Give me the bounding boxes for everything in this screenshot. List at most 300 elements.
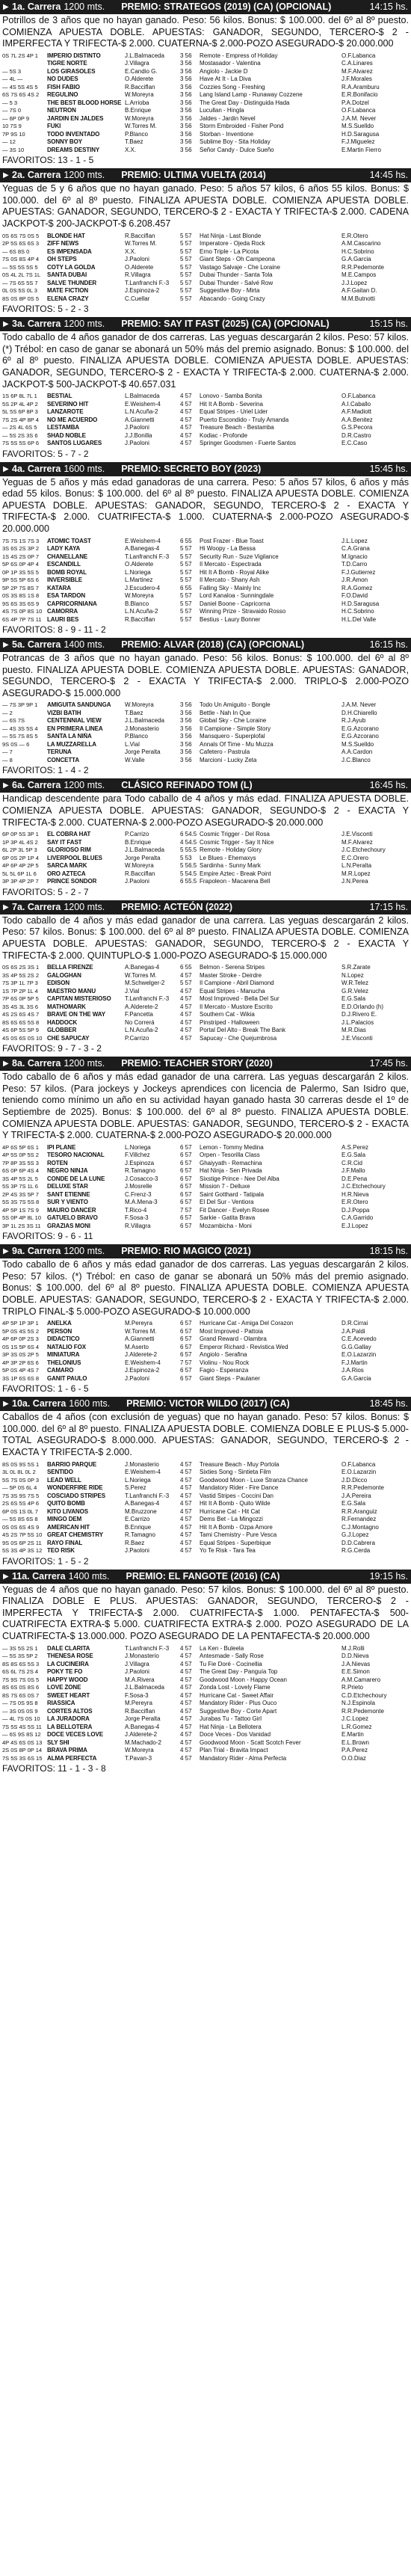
entry-name: ZIFF NEWS: [47, 240, 79, 248]
entry-pedigree: Frapoleon - Macarena Bell: [200, 878, 271, 885]
entry-name: CAMORRA: [47, 608, 78, 615]
entry-trainer: R.A.Aramburu: [342, 83, 380, 90]
entry-trainer: A.M.Camarero: [342, 1676, 381, 1683]
entry-name: LOS GIRASOLES: [47, 67, 96, 75]
entry-row: [2, 995, 409, 1003]
entry-row: [2, 577, 409, 585]
entry-name: SWEET HEART: [47, 1691, 90, 1699]
entry-weight: 3 56: [180, 67, 192, 75]
entry-row: [2, 870, 409, 879]
entry-name: NEUTRON: [47, 107, 76, 114]
entry-jockey: P.Blanco: [125, 733, 148, 740]
entry-jockey: M.Pereyra: [125, 1320, 152, 1327]
entry-pedigree: Cozzies Song - Freshing: [200, 83, 265, 90]
entry-record: 0P 1P 3S 5S 5: [2, 568, 39, 576]
entry-pedigree: Winning Prize - Stravaido Rosso: [200, 608, 286, 615]
entry-weight: 4 57: [180, 995, 192, 1003]
entry-name: GANIT PAULO: [47, 1374, 87, 1382]
race-conditions: Caballos de 4 años (con exclusión de yeguas) que no hayan ganado. Peso: 57 kilos. Bonus: $ 100.000. del 6º al 8º puesto. FINALIZA APUESTA DOBLE. COMIENZA DOBLE E PLUS-$ 5.000-TOTAL ASEGURADO-$ 8.000.000. APUESTAS: GANADOR, SEGUNDO, TERCERO-$ 2 - EXACTA Y TRIFECTA-$ 2.000.: [2, 1412, 409, 1457]
entry-jockey: T.Baez: [125, 138, 143, 146]
entry-row: [2, 424, 409, 432]
entry-weight: 6 57: [180, 1152, 192, 1159]
entry-jockey: J.Cosacco-3: [125, 1175, 158, 1182]
entry-row: [2, 1684, 409, 1692]
entry-weight: 5 57: [180, 295, 192, 302]
entry-pedigree: Dubai Thunder - Santa Tola: [200, 271, 273, 279]
entry-trainer: G.A.Garcia: [342, 1374, 371, 1382]
race-distance: 1200 mts.: [64, 319, 105, 330]
entry-pedigree: Hurricane Cat - Hit Cat: [200, 1507, 260, 1515]
entry-name: NEGRO NINJA: [47, 1167, 88, 1175]
entry-row: [2, 115, 409, 123]
entry-weight: 6 57: [180, 1214, 192, 1222]
entry-row: [2, 733, 409, 741]
entry-trainer: F.J.Miguelez: [342, 138, 375, 146]
entry-name: SANTA DUBAI: [47, 271, 87, 279]
entry-jockey: T.Pavan-3: [125, 1754, 152, 1762]
entry-name: HADDOCK: [47, 1018, 78, 1026]
entries-table: [0, 964, 411, 1042]
entry-record: 4S 0S 6S 0S 10: [2, 1034, 43, 1042]
entry-trainer: P.A.Perez: [342, 1747, 368, 1753]
entry-row: [2, 107, 409, 115]
entry-pedigree: Hat Ninja - La Bellotera: [200, 1723, 262, 1730]
entry-record: 3P 1L 2S 3S 11: [2, 1222, 41, 1229]
entry-weight: 3 56: [180, 114, 192, 122]
entry-row: [2, 1223, 409, 1231]
entry-name: SANTA LA NIÑA: [47, 733, 92, 740]
entry-row: [2, 608, 409, 616]
entry-trainer: M.F.Alvarez: [342, 838, 373, 846]
race-distance: 1200 mts.: [64, 1246, 105, 1257]
entry-weight: 5 57: [180, 287, 192, 295]
entry-name: CHE SAPUCAY: [47, 1034, 90, 1042]
entry-record: 7P 8P 3S 5S 3: [2, 1159, 39, 1166]
entry-weight: 4 57: [180, 1715, 192, 1722]
entry-record: 3S 6S 2S 3P 2: [2, 545, 40, 553]
entry-jockey: M.A.Mena-3: [125, 1199, 158, 1206]
entry-weight: 4 57: [180, 1460, 192, 1468]
entry-row: [2, 123, 409, 131]
entry-pedigree: Emperor Richard - Revistica Wed: [200, 1343, 288, 1350]
entry-jockey: T.Lanfranchi F.-3: [125, 1644, 170, 1652]
entry-trainer: E.G.Azcorano: [342, 725, 379, 732]
entry-row: [2, 600, 409, 609]
entry-trainer: J.C.Blanco: [342, 756, 371, 763]
entry-trainer: F.O.David: [342, 592, 368, 600]
entry-name: MINIATURA: [47, 1351, 80, 1359]
entry-trainer: H.C.Sobrino: [342, 248, 374, 255]
entry-jockey: F.Sosa-3: [125, 1214, 149, 1222]
entry-pedigree: Equal Stripes - Superbique: [200, 1539, 271, 1546]
entries-table: [0, 52, 411, 155]
entry-pedigree: Sublime Boy - Sita Holiday: [200, 138, 271, 146]
entry-row: [2, 1027, 409, 1035]
entry-weight: 3 56: [180, 733, 192, 740]
entry-row: [2, 1484, 409, 1493]
entry-jockey: R.Bacciflan: [125, 870, 155, 877]
entry-pedigree: Il Mercato - Mustore Escrito: [200, 1003, 273, 1010]
entry-record: 0L 0S 5S 0L 3: [2, 287, 37, 295]
entry-weight: 4 57: [180, 1653, 192, 1659]
race-header: [0, 317, 411, 331]
entry-trainer: J.N.Perea: [342, 878, 368, 885]
arrow-icon: ▶: [3, 3, 9, 11]
entry-row: [2, 138, 409, 147]
entry-jockey: A.Giannetti: [125, 416, 155, 423]
entry-jockey: M.Schwelger-2: [125, 980, 165, 987]
entry-row: [2, 1167, 409, 1175]
entry-pedigree: Most Improved - Pattoia: [200, 1327, 263, 1335]
entry-pedigree: Antesmade - Sally Rose: [200, 1653, 264, 1659]
entry-row: [2, 1152, 409, 1160]
race-distance: 1200 mts.: [64, 170, 105, 181]
entry-name: CHANELLANE: [47, 553, 88, 560]
entry-trainer: A.F.Madiott: [342, 408, 372, 416]
entry-name: SHAD NOBLE: [47, 431, 86, 439]
entry-name: NATALIO FOX: [47, 1343, 86, 1350]
entry-trainer: J.J.Lopez: [342, 279, 368, 286]
entry-record: — 7S 0: [2, 107, 22, 114]
race-time: 15:45 hs.: [369, 463, 408, 474]
entry-name: KATARA: [47, 584, 71, 591]
entry-record: 5S 2P 4L 4P 2: [2, 400, 38, 408]
entry-record: — 5S 7S 8S 5: [2, 733, 38, 740]
entry-trainer: M.R.Lopez: [342, 870, 371, 877]
entry-record: — 6S 9S 8S 12: [2, 1731, 41, 1738]
entry-trainer: F.J.Gutierrez: [342, 568, 376, 576]
entries-table: [0, 233, 411, 304]
entry-jockey: A.Alderete-2: [125, 1003, 158, 1010]
entry-weight: 5 57: [180, 279, 192, 286]
entry-weight: 5 57: [180, 240, 192, 248]
entry-name: CENTENNIAL VIEW: [47, 717, 102, 725]
entry-row: [2, 1493, 409, 1501]
entry-jockey: R.Bacciflan: [125, 232, 155, 239]
entry-name: LOVE ZONE: [47, 1684, 81, 1691]
entry-jockey: J.Escudero-4: [125, 584, 161, 591]
entry-pedigree: Tami Chemistry - Pure Vesca: [200, 1531, 277, 1539]
entry-weight: 5 57: [180, 615, 192, 623]
entry-row: [2, 980, 409, 988]
entry-name: TIGRE NORTE: [47, 60, 87, 67]
race-conditions: Todo caballo de 6 años y más edad ganador de una carrera. Las yeguas descargarán 2 kilos. Peso: 57 kilos. (Para jockeys y Jockeys aprendices con licencia de Palermo, San Isidro que, teniendo como mínimo un año en su actividad hayan ganado hasta 30 carreras desde el 1º de Septiembre de 2025). Bonus: $ 100.000. del 6º al 8º puesto. FINALIZA APUESTA DOBLE. COMIENZA APUESTA DOBLE. APUESTAS: GANADOR, SEGUNDO, TERCERO-$ 2 - EXACTA Y TRIFECTA-$ 2.000. CUATERNA-$ 2.000-POZO ASEGURADO-$ 20.000.000: [2, 1072, 409, 1141]
entry-jockey: S.Perez: [125, 1484, 146, 1492]
entry-jockey: Jorge Peralta: [125, 748, 161, 756]
entry-weight: 4 57: [180, 1747, 192, 1753]
entry-row: [2, 271, 409, 280]
race-section: [0, 1570, 411, 1777]
entry-name: NO ME ACUERDO: [47, 416, 98, 423]
entry-weight: 6 57: [180, 1222, 192, 1229]
entry-weight: 4 57: [180, 1731, 192, 1738]
entry-jockey: M.A.Rivera: [125, 1676, 155, 1683]
entry-trainer: D.R.Castro: [342, 431, 371, 439]
entry-pedigree: Belmon - Serena Stripes: [200, 964, 265, 971]
race-distance: 1200 mts.: [64, 901, 105, 912]
entry-trainer: D.J.Rivero E.: [342, 1011, 377, 1018]
entry-trainer: A.M.Cascarino: [342, 240, 381, 248]
race-number: 8a. Carrera: [12, 1058, 61, 1069]
entry-trainer: R.Prieto: [342, 1684, 363, 1691]
entry-weight: 6 57: [180, 1167, 192, 1175]
entry-trainer: J.R.Amon: [342, 577, 368, 584]
entry-weight: 6 57: [180, 1367, 192, 1374]
entry-jockey: J.L.Balmaceda: [125, 846, 164, 854]
entry-jockey: E.Weishem-4: [125, 1469, 161, 1476]
entry-record: — 8: [2, 756, 13, 763]
entry-row: [2, 1160, 409, 1168]
entry-pedigree: Le Blues - Ehemaxys: [200, 854, 256, 861]
arrow-icon: ▶: [3, 641, 9, 650]
entry-jockey: E.Weishem-4: [125, 1359, 161, 1366]
entry-record: 5L 5S 6P 8P 3: [2, 408, 38, 416]
entry-weight: 3 56: [180, 725, 192, 732]
entry-jockey: J.Monasterio: [125, 725, 159, 732]
entry-row: [2, 147, 409, 155]
entry-name: MATHOMARK: [47, 1003, 86, 1010]
entry-jockey: E.Weishem-4: [125, 537, 161, 544]
entry-name: EN PRIMERA LINEA: [47, 725, 103, 732]
entry-trainer: J.A.Pereira: [342, 1492, 371, 1499]
entry-pedigree: Il Mercato - Espectrada: [200, 561, 262, 568]
entry-pedigree: Il Campione - Simple Story: [200, 725, 271, 732]
entry-name: THENESA ROSE: [47, 1653, 93, 1659]
entry-row: [2, 741, 409, 749]
entry-weight: 6 57: [180, 1320, 192, 1327]
entry-jockey: R.Villagra: [125, 271, 151, 279]
entry-jockey: R.Tamagno: [125, 1167, 155, 1175]
entry-trainer: A.I.Caballo: [342, 400, 371, 408]
entry-weight: 4 57: [180, 987, 192, 995]
entry-name: LAURI BES: [47, 615, 79, 623]
entry-record: — 3S 0S 0S 9: [2, 1707, 38, 1715]
entry-name: POKY TE FO: [47, 1668, 83, 1675]
entry-weight: 4 57: [180, 1492, 192, 1499]
race-distance: 1400 mts.: [68, 1570, 110, 1581]
entry-record: 0S 6S 2S 3S 1: [2, 964, 40, 971]
entry-weight: 4 57: [180, 1011, 192, 1018]
entry-name: MATE FICTION: [47, 287, 89, 295]
race-header: [0, 1244, 411, 1258]
entry-trainer: E.G.Azcorano: [342, 733, 379, 740]
entry-jockey: J.Mosrelle: [125, 1183, 152, 1190]
entry-name: OH STEPS: [47, 256, 77, 263]
entry-trainer: J.D.Dicco: [342, 1476, 368, 1484]
entry-trainer: E.G.Sala: [342, 1500, 366, 1507]
entry-jockey: A.Banegas-4: [125, 1723, 160, 1730]
entry-weight: 6 57: [180, 1335, 192, 1343]
entry-record: 9S 0S 6P 2S 11: [2, 1539, 42, 1546]
entry-row: [2, 1747, 409, 1755]
entry-pedigree: Lucullan - Hingla: [200, 107, 244, 114]
entry-name: LA JURADORA: [47, 1715, 90, 1722]
entry-name: TESORO NACIONAL: [47, 1152, 105, 1159]
entry-jockey: Jorge Peralta: [125, 1715, 161, 1722]
entry-record: 4P 6S 5P 6S 1: [2, 1143, 39, 1151]
entry-weight: 4 57: [180, 1507, 192, 1515]
entry-trainer: P.A.Dotzel: [342, 99, 369, 106]
entry-row: [2, 569, 409, 577]
entry-name: MAESTRO MANU: [47, 987, 96, 995]
entry-jockey: C.Frenz-3: [125, 1190, 152, 1198]
race-conditions: Potrillos de 3 años que no hayan ganado. Peso: 56 kilos. Bonus: $ 100.000. del 6º al 8º puesto. COMIENZA APUESTA DOBLE. APUESTAS: GANADOR, SEGUNDO, TERCERO-$ 2 - IMPERFECTA Y TRIFECTA-$ 2.000. CUATERNA-$ 2.000-POZO ASEGURADO-$ 20.000.000: [2, 15, 409, 49]
entry-record: 4S 7S 0P 8S 10: [2, 608, 43, 615]
entry-trainer: R.J.Ayub: [342, 717, 366, 725]
entry-row: [2, 131, 409, 139]
entry-row: [2, 432, 409, 440]
entry-jockey: L.N.Acuña-2: [125, 408, 158, 416]
entry-name: BARRIO PARQUE: [47, 1460, 97, 1468]
entry-name: GLORIOSO RIM: [47, 846, 91, 854]
entry-row: [2, 1500, 409, 1508]
entry-jockey: W.Moreyra: [125, 91, 154, 99]
entry-record: 0S 0S 6S 4S 9: [2, 1523, 40, 1531]
entry-record: 5S 3P 7S 1L 6: [2, 1183, 38, 1190]
entry-record: 6P 0S 2P 1P 4: [2, 854, 39, 861]
entry-row: [2, 99, 409, 108]
entry-name: THELONIUS: [47, 1359, 81, 1366]
entry-weight: 4 57: [180, 431, 192, 439]
entry-row: [2, 1692, 409, 1700]
entry-weight: 4 57: [180, 408, 192, 416]
entry-jockey: No Correrá: [125, 1018, 155, 1026]
entry-weight: 4 57: [180, 1469, 192, 1476]
entry-row: [2, 1191, 409, 1199]
entry-name: ES IMPENSADA: [47, 248, 92, 255]
race-conditions: Potrancas de 3 años que no hayan ganado. Peso: 56 kilos. Bonus: $ 100.000. del 6º al 8º puesto. FINALIZA APUESTA DOBLE. COMIENZA APUESTA DOBLE. APUESTAS: GANADOR, SEGUNDO, TERCERO-$ 2 - EXACTA Y TRIFECTA-$ 2.000. TRIPLO-$ 2.000-POZO ASEGURADO-$ 15.000.000: [2, 653, 409, 698]
entry-trainer: A.S.Perez: [342, 1143, 369, 1151]
entry-name: GALOGHAN: [47, 971, 81, 979]
entry-trainer: C.D.Etchechoury: [342, 1691, 387, 1699]
entry-trainer: J.L.Lopez: [342, 537, 368, 544]
entry-pedigree: Orpen - Tesorilla Class: [200, 1152, 260, 1159]
entry-name: PERSON: [47, 1327, 72, 1335]
entry-pedigree: Yo Te Risk - Tara Tea: [200, 1547, 256, 1555]
entries-table: [0, 1144, 411, 1231]
entry-jockey: E.Carrizo: [125, 1516, 150, 1523]
entry-pedigree: Sixties Song - Sintieta Film: [200, 1469, 271, 1476]
entry-jockey: R.Bacciflan: [125, 615, 155, 623]
entry-trainer: O.F.Labanca: [342, 393, 376, 400]
entry-row: [2, 1344, 409, 1352]
entry-pedigree: Sixstige Prince - Nee Del Alba: [200, 1175, 279, 1182]
entry-record: — 4S 5S 4S 5: [2, 83, 38, 90]
race-favorites: FAVORITOS: 1 - 6 - 5: [2, 1383, 89, 1395]
entry-pedigree: Hit It A Bomb - Royal Alike: [200, 568, 269, 576]
race-header: [0, 900, 411, 914]
entry-weight: 4 57: [180, 393, 192, 400]
entry-jockey: W.Moreyra: [125, 1747, 154, 1753]
entry-name: LANZAROTE: [47, 408, 84, 416]
entry-weight: 5 57: [180, 600, 192, 607]
arrow-icon: ▶: [3, 171, 9, 180]
entry-name: SARCA MARK: [47, 862, 87, 870]
entry-pedigree: Violinu - Nou Rock: [200, 1359, 250, 1366]
entry-record: 9S 6S 3S 6S 9: [2, 600, 40, 607]
entry-pedigree: Storm Embroided - Fisher Pond: [200, 123, 284, 130]
entry-jockey: M.Machado-2: [125, 1739, 161, 1746]
entry-jockey: O.Alderete: [125, 76, 154, 83]
entry-trainer: J.C.Lopez: [342, 1715, 369, 1722]
entry-record: 7S 5S 5S 6P 6: [2, 440, 40, 447]
entry-pedigree: Sardinha - Sunny Mark: [200, 862, 261, 870]
entry-pedigree: Cosmic Trigger - Del Rosa: [200, 831, 270, 838]
entry-jockey: L.Balmaceda: [125, 393, 160, 400]
entry-record: 6L 2P 3L 5P 3: [2, 846, 37, 854]
entry-jockey: W.Torres M.: [125, 123, 157, 130]
entry-pedigree: Angiolo - Serafina: [200, 1351, 247, 1359]
entry-name: SENTIDO: [47, 1469, 73, 1476]
entry-record: 5P 0S 4P 4S 7: [2, 1367, 39, 1374]
entry-name: DOCE VECES LOVE: [47, 1731, 103, 1738]
entry-row: [2, 1708, 409, 1716]
entry-weight: 6 55.5: [180, 878, 197, 885]
entry-weight: 3 56: [180, 123, 192, 130]
entry-row: [2, 287, 409, 295]
entry-pedigree: Il Mercato - Shany Ash: [200, 577, 260, 584]
entry-row: [2, 831, 409, 839]
entry-weight: 5 57: [180, 248, 192, 255]
race-number: 10a. Carrera: [12, 1398, 67, 1410]
entry-record: 1S 4S 2S 0P 7: [2, 553, 40, 560]
entry-row: [2, 1461, 409, 1469]
entry-row: [2, 1351, 409, 1359]
race-number: 1a. Carrera: [12, 1, 61, 12]
entry-weight: 5 57: [180, 577, 192, 584]
entry-weight: 5 57: [180, 256, 192, 263]
entry-trainer: C.E.Acevedo: [342, 1335, 377, 1343]
entry-record: 6S 4P 7P 7S 11: [2, 615, 42, 623]
race-number: 2a. Carrera: [12, 170, 61, 181]
entry-jockey: L.Noriega: [125, 1143, 151, 1151]
entry-record: 5S 7S 0S 0P 3: [2, 1476, 40, 1484]
entry-record: — 2S 4L 6S 5: [2, 424, 37, 431]
entry-row: [2, 401, 409, 409]
entry-weight: 5 54.5: [180, 870, 197, 877]
entry-record: 4S 2S 7P 5S 10: [2, 1531, 43, 1539]
entry-weight: 5 57: [180, 561, 192, 568]
entry-pedigree: Marcioni - Lucky Zeta: [200, 756, 257, 763]
entry-weight: 4 57: [180, 1691, 192, 1699]
race-favorites: FAVORITOS: 5 - 7 - 2: [2, 448, 89, 459]
race-prize: PREMIO: SAY IT FAST (2025) (CA) (OPCIONAL): [121, 319, 330, 330]
entry-record: 5S 3S 4P 3S 12: [2, 1547, 43, 1555]
entry-record: 4S 6P 5S 5P 9: [2, 1027, 39, 1034]
entry-trainer: L.R.Gomez: [342, 1723, 372, 1730]
entry-weight: 3 56: [180, 76, 192, 83]
entry-jockey: W.Torres M.: [125, 971, 157, 979]
entry-trainer: J.C.Etchechoury: [342, 846, 386, 854]
entry-row: [2, 1175, 409, 1184]
entry-pedigree: Vastago Salvaje - Che Loraine: [200, 263, 280, 271]
entry-record: 7S 3S 9S 7S 5: [2, 1492, 40, 1499]
entry-row: [2, 68, 409, 76]
entry-jockey: O.Alderete: [125, 263, 154, 271]
entry-pedigree: Goodwood Moon - Luxe Stranza Chance: [200, 1476, 308, 1484]
entry-trainer: G.A.Garcia: [342, 256, 371, 263]
entry-record: 2S 6S 5S 4P 6: [2, 1500, 40, 1507]
entry-pedigree: Springer Goodsmen - Fuerte Santos: [200, 440, 296, 447]
entry-name: REGULINO: [47, 91, 78, 99]
entry-row: [2, 84, 409, 92]
entry-record: 7P 6S 0P 5P 5: [2, 995, 39, 1003]
entry-pedigree: Mandatory Rider - Plus Ouco: [200, 1700, 277, 1706]
entry-weight: 3 56: [180, 756, 192, 763]
entry-name: CAMARO: [47, 1367, 74, 1374]
entry-pedigree: The Great Day - Panguía Top: [200, 1668, 278, 1675]
race-conditions: Handicap descendente para Todo caballo de 4 años y más edad. FINALIZA APUESTA DOBLE. COMIENZA APUESTA DOBLE. APUESTAS: GANADOR, SEGUNDO-$ 2 - EXACTA Y TRIFECTA-$ 2.000. CUATERNA-$ 2.000-POZO ASEGURADO-$ 20.000.000: [2, 793, 409, 828]
